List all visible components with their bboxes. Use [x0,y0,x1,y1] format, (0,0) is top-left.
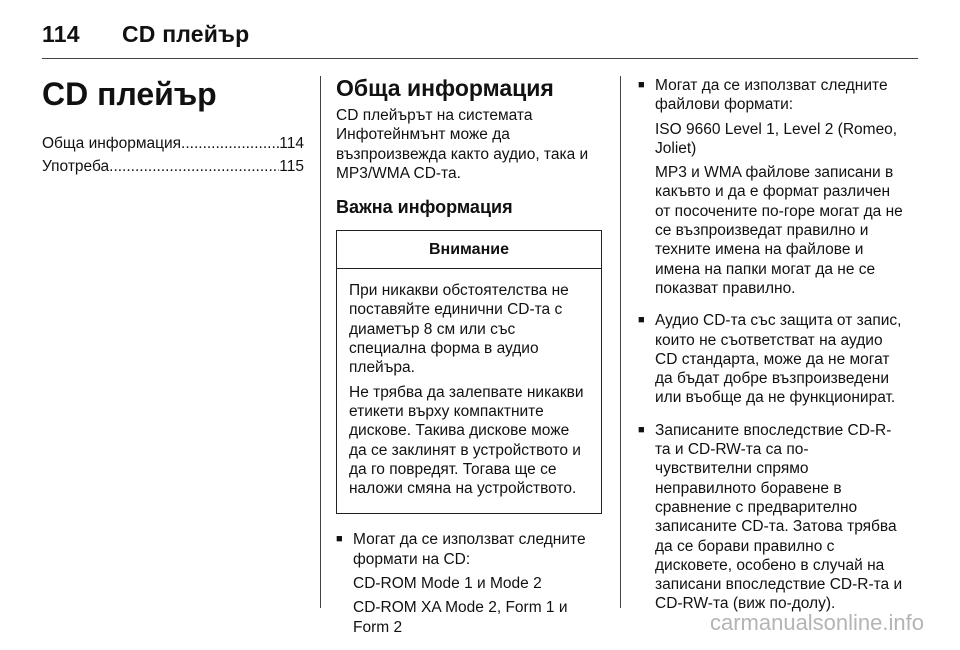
bullet-lead: Могат да се използват следните формати на CD: [353,531,586,568]
intro-paragraph: CD плейърът на системата Инфотейнмънт може да възпроизвежда както аудио, така и MP3/WMA CD-та. [336,107,589,182]
bullet-square-icon: ■ [638,79,645,91]
column-formats [638,76,904,627]
page-header [42,14,249,54]
column-divider-1 [320,76,321,608]
bullet-subitem: ISO 9660 Level 1, Level 2 (Romeo, Joliet) [655,120,898,157]
page-number: 114 [42,20,80,47]
header-rule [42,58,918,59]
bullet-item [336,530,602,641]
warning-paragraph: Не трябва да залепвате никакви етикети върху компактните дискове. Такива дискове може да се заклинят в устройството и да го повредят. Тогава ще се наложи смяна на устройството. [349,383,584,498]
bullet-subitem: CD-ROM Mode 1 и Mode 2 [353,575,542,593]
bullet-square-icon: ■ [336,533,343,546]
column-general-info [336,68,602,650]
warning-paragraph: При никакви обстоятелства не поставяйте единични CD-та с диаметър 8 см или със специална форма в аудио плейъра. [349,282,569,377]
toc-leader-dots [109,155,279,178]
column-toc [42,68,304,178]
toc-entry-page: 114 [279,135,304,152]
bullet-lead: Могат да се използват следните файлови формати: [655,77,888,114]
bullet-lead: Аудио CD-та със защита от запис, които не съответстват на аудио CD стандарта, може да не могат да бъдат добре възпроизведени или въобще да не функционират. [655,312,902,407]
watermark: carmanualsonline.info [709,610,924,635]
toc-entry-label: Обща информация [42,135,182,152]
bullet-subitem: MP3 и WMA файлове записани в какъвто и да е формат различен от посочените по-горе могат да не се възпроизведат правилно и техните имена на файлове и имена на папки могат да не се показват правилно. [655,164,903,297]
subsection-title: Важна информация [336,197,513,218]
warning-heading: Внимание [337,231,601,269]
toc-entry[interactable] [42,155,304,178]
bullet-square-icon: ■ [638,423,645,436]
warning-box [336,230,602,514]
warning-body [337,269,601,513]
section-title: Обща информация [336,75,554,101]
toc-entry-label: Употреба [42,158,110,175]
column-divider-2 [620,76,621,608]
toc-leader-dots [181,132,279,155]
bullet-square-icon: ■ [638,314,645,327]
bullet-item [638,76,904,303]
toc-entry-page: 115 [279,158,304,175]
bullet-item [638,421,904,619]
toc-entry[interactable] [42,132,304,155]
chapter-title: CD плейър [42,76,217,112]
header-section-title: CD плейър [122,20,250,47]
bullet-subitem: CD-ROM XA Mode 2, Form 1 и Form 2 [353,599,568,636]
bullet-item [638,311,904,412]
bullet-lead: Записаните впоследствие CD-R-та и CD-RW-та са по-чувствителни спрямо неправилното боравене в сравнение с предварително записаните CD-та. Затова трябва да се борави правилно с дисковете, особено в случай на записани впоследствие CD-R-та и CD-RW-та (виж по-долу). [655,421,903,613]
